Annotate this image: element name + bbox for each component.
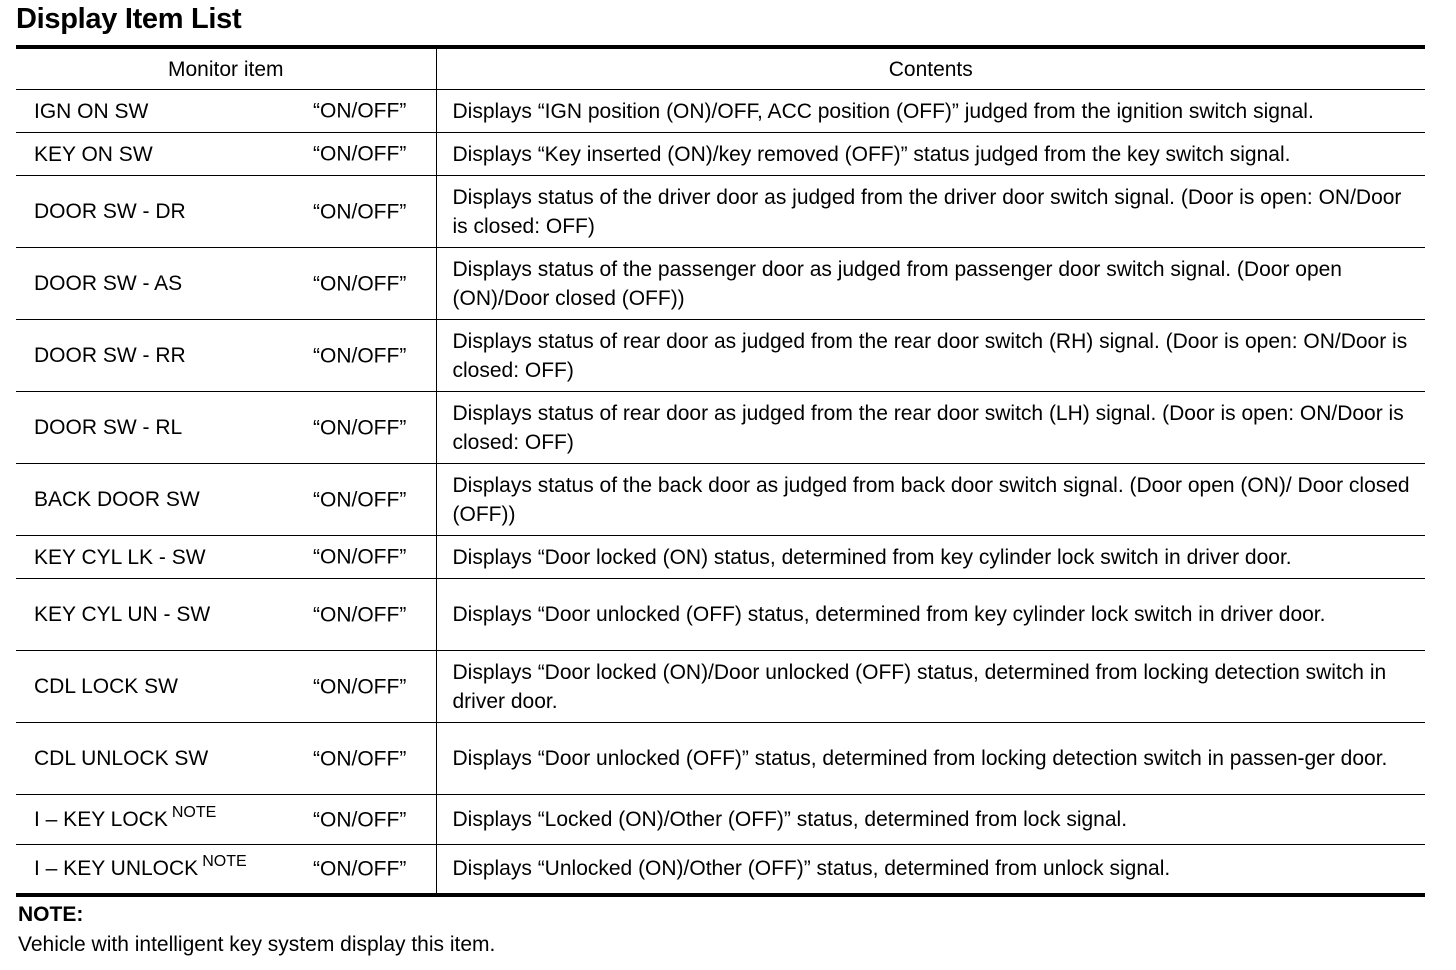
monitor-item-value: “ON/OFF” (313, 857, 407, 881)
contents-cell: Displays status of rear door as judged from the rear door switch (LH) signal. (Door is open: ON/Door is closed: OFF) (436, 392, 1425, 464)
table-row (16, 795, 1425, 845)
monitor-item-cell (16, 795, 436, 845)
contents-cell: Displays status of the driver door as judged from the driver door switch signal. (Door is open: ON/Door is closed: OFF) (436, 176, 1425, 248)
monitor-item-value: “ON/OFF” (313, 200, 407, 223)
monitor-item-cell (16, 320, 436, 392)
table-row (16, 90, 1425, 133)
monitor-item-value: “ON/OFF” (313, 416, 407, 439)
contents-cell: Displays “Door unlocked (OFF)” status, determined from locking detection switch in passen-ger door. (436, 723, 1425, 795)
monitor-item-name: KEY CYL LK - SW (34, 545, 206, 569)
table-row (16, 723, 1425, 795)
monitor-item-name: CDL LOCK SW (34, 675, 178, 698)
table-row (16, 392, 1425, 464)
monitor-item-value: “ON/OFF” (313, 747, 407, 770)
monitor-item-value: “ON/OFF” (313, 488, 407, 511)
monitor-item-name: KEY CYL UN - SW (34, 603, 211, 626)
monitor-item-value: “ON/OFF” (313, 272, 407, 295)
table-row (16, 464, 1425, 536)
monitor-item-value: “ON/OFF” (313, 675, 407, 698)
contents-cell: Displays “Door locked (ON) status, determined from key cylinder lock switch in driver door. (436, 536, 1425, 579)
table-row (16, 845, 1425, 895)
monitor-item-value: “ON/OFF” (313, 603, 407, 626)
monitor-item-name: I – KEY UNLOCK (34, 857, 199, 881)
contents-cell: Displays “Locked (ON)/Other (OFF)” status, determined from lock signal. (436, 795, 1425, 845)
monitor-item-name: IGN ON SW (34, 99, 149, 123)
table-row (16, 176, 1425, 248)
table-row (16, 320, 1425, 392)
monitor-item-name: DOOR SW - AS (34, 272, 183, 295)
table-row (16, 248, 1425, 320)
contents-cell: Displays status of the passenger door as judged from passenger door switch signal. (Door open (ON)/Door closed (OFF)) (436, 248, 1425, 320)
monitor-item-name: DOOR SW - RR (34, 344, 186, 367)
note-heading: NOTE: (18, 903, 84, 926)
contents-cell: Displays status of rear door as judged from the rear door switch (RH) signal. (Door is open: ON/Door is closed: OFF) (436, 320, 1425, 392)
monitor-item-name: CDL UNLOCK SW (34, 747, 209, 770)
note-text: Vehicle with intelligent key system display this item. (18, 933, 496, 956)
monitor-item-name: DOOR SW - RL (34, 416, 183, 439)
table-row (16, 133, 1425, 176)
monitor-item-value: “ON/OFF” (313, 344, 407, 367)
note-superscript: NOTE (171, 804, 217, 821)
contents-cell: Displays status of the back door as judged from back door switch signal. (Door open (ON)/ Door closed (OFF)) (436, 464, 1425, 536)
monitor-item-name: BACK DOOR SW (34, 488, 200, 511)
display-item-table (16, 45, 1425, 897)
monitor-item-cell (16, 133, 436, 176)
monitor-item-cell (16, 90, 436, 133)
table-header-row (16, 47, 1425, 90)
monitor-item-cell (16, 579, 436, 651)
monitor-item-cell (16, 845, 436, 895)
note-superscript: NOTE (202, 853, 247, 871)
table-row (16, 651, 1425, 723)
table-row (16, 536, 1425, 579)
monitor-item-name: KEY ON SW (34, 142, 153, 166)
monitor-item-value: “ON/OFF” (313, 808, 407, 831)
table-row (16, 579, 1425, 651)
page-title: Display Item List (16, 3, 242, 35)
monitor-item-cell (16, 392, 436, 464)
monitor-item-name: I – KEY LOCK (34, 808, 168, 831)
monitor-item-cell (16, 464, 436, 536)
column-header-contents: Contents (436, 47, 1425, 90)
contents-cell: Displays “IGN position (ON)/OFF, ACC position (OFF)” judged from the ignition switch signal. (436, 90, 1425, 133)
table-body (16, 90, 1425, 895)
monitor-item-name: DOOR SW - DR (34, 200, 186, 223)
column-header-monitor-item: Monitor item (16, 47, 436, 90)
monitor-item-value: “ON/OFF” (313, 99, 407, 123)
monitor-item-cell (16, 248, 436, 320)
contents-cell: Displays “Unlocked (ON)/Other (OFF)” status, determined from unlock signal. (436, 845, 1425, 895)
monitor-item-cell (16, 723, 436, 795)
contents-cell: Displays “Key inserted (ON)/key removed (OFF)” status judged from the key switch signal. (436, 133, 1425, 176)
monitor-item-cell (16, 176, 436, 248)
display-item-table-container (16, 45, 1425, 897)
monitor-item-cell (16, 536, 436, 579)
monitor-item-value: “ON/OFF” (313, 545, 407, 569)
contents-cell: Displays “Door unlocked (OFF) status, determined from key cylinder lock switch in driver door. (436, 579, 1425, 651)
monitor-item-cell (16, 651, 436, 723)
monitor-item-value: “ON/OFF” (313, 142, 407, 166)
contents-cell: Displays “Door locked (ON)/Door unlocked (OFF) status, determined from locking detection switch in driver door. (436, 651, 1425, 723)
